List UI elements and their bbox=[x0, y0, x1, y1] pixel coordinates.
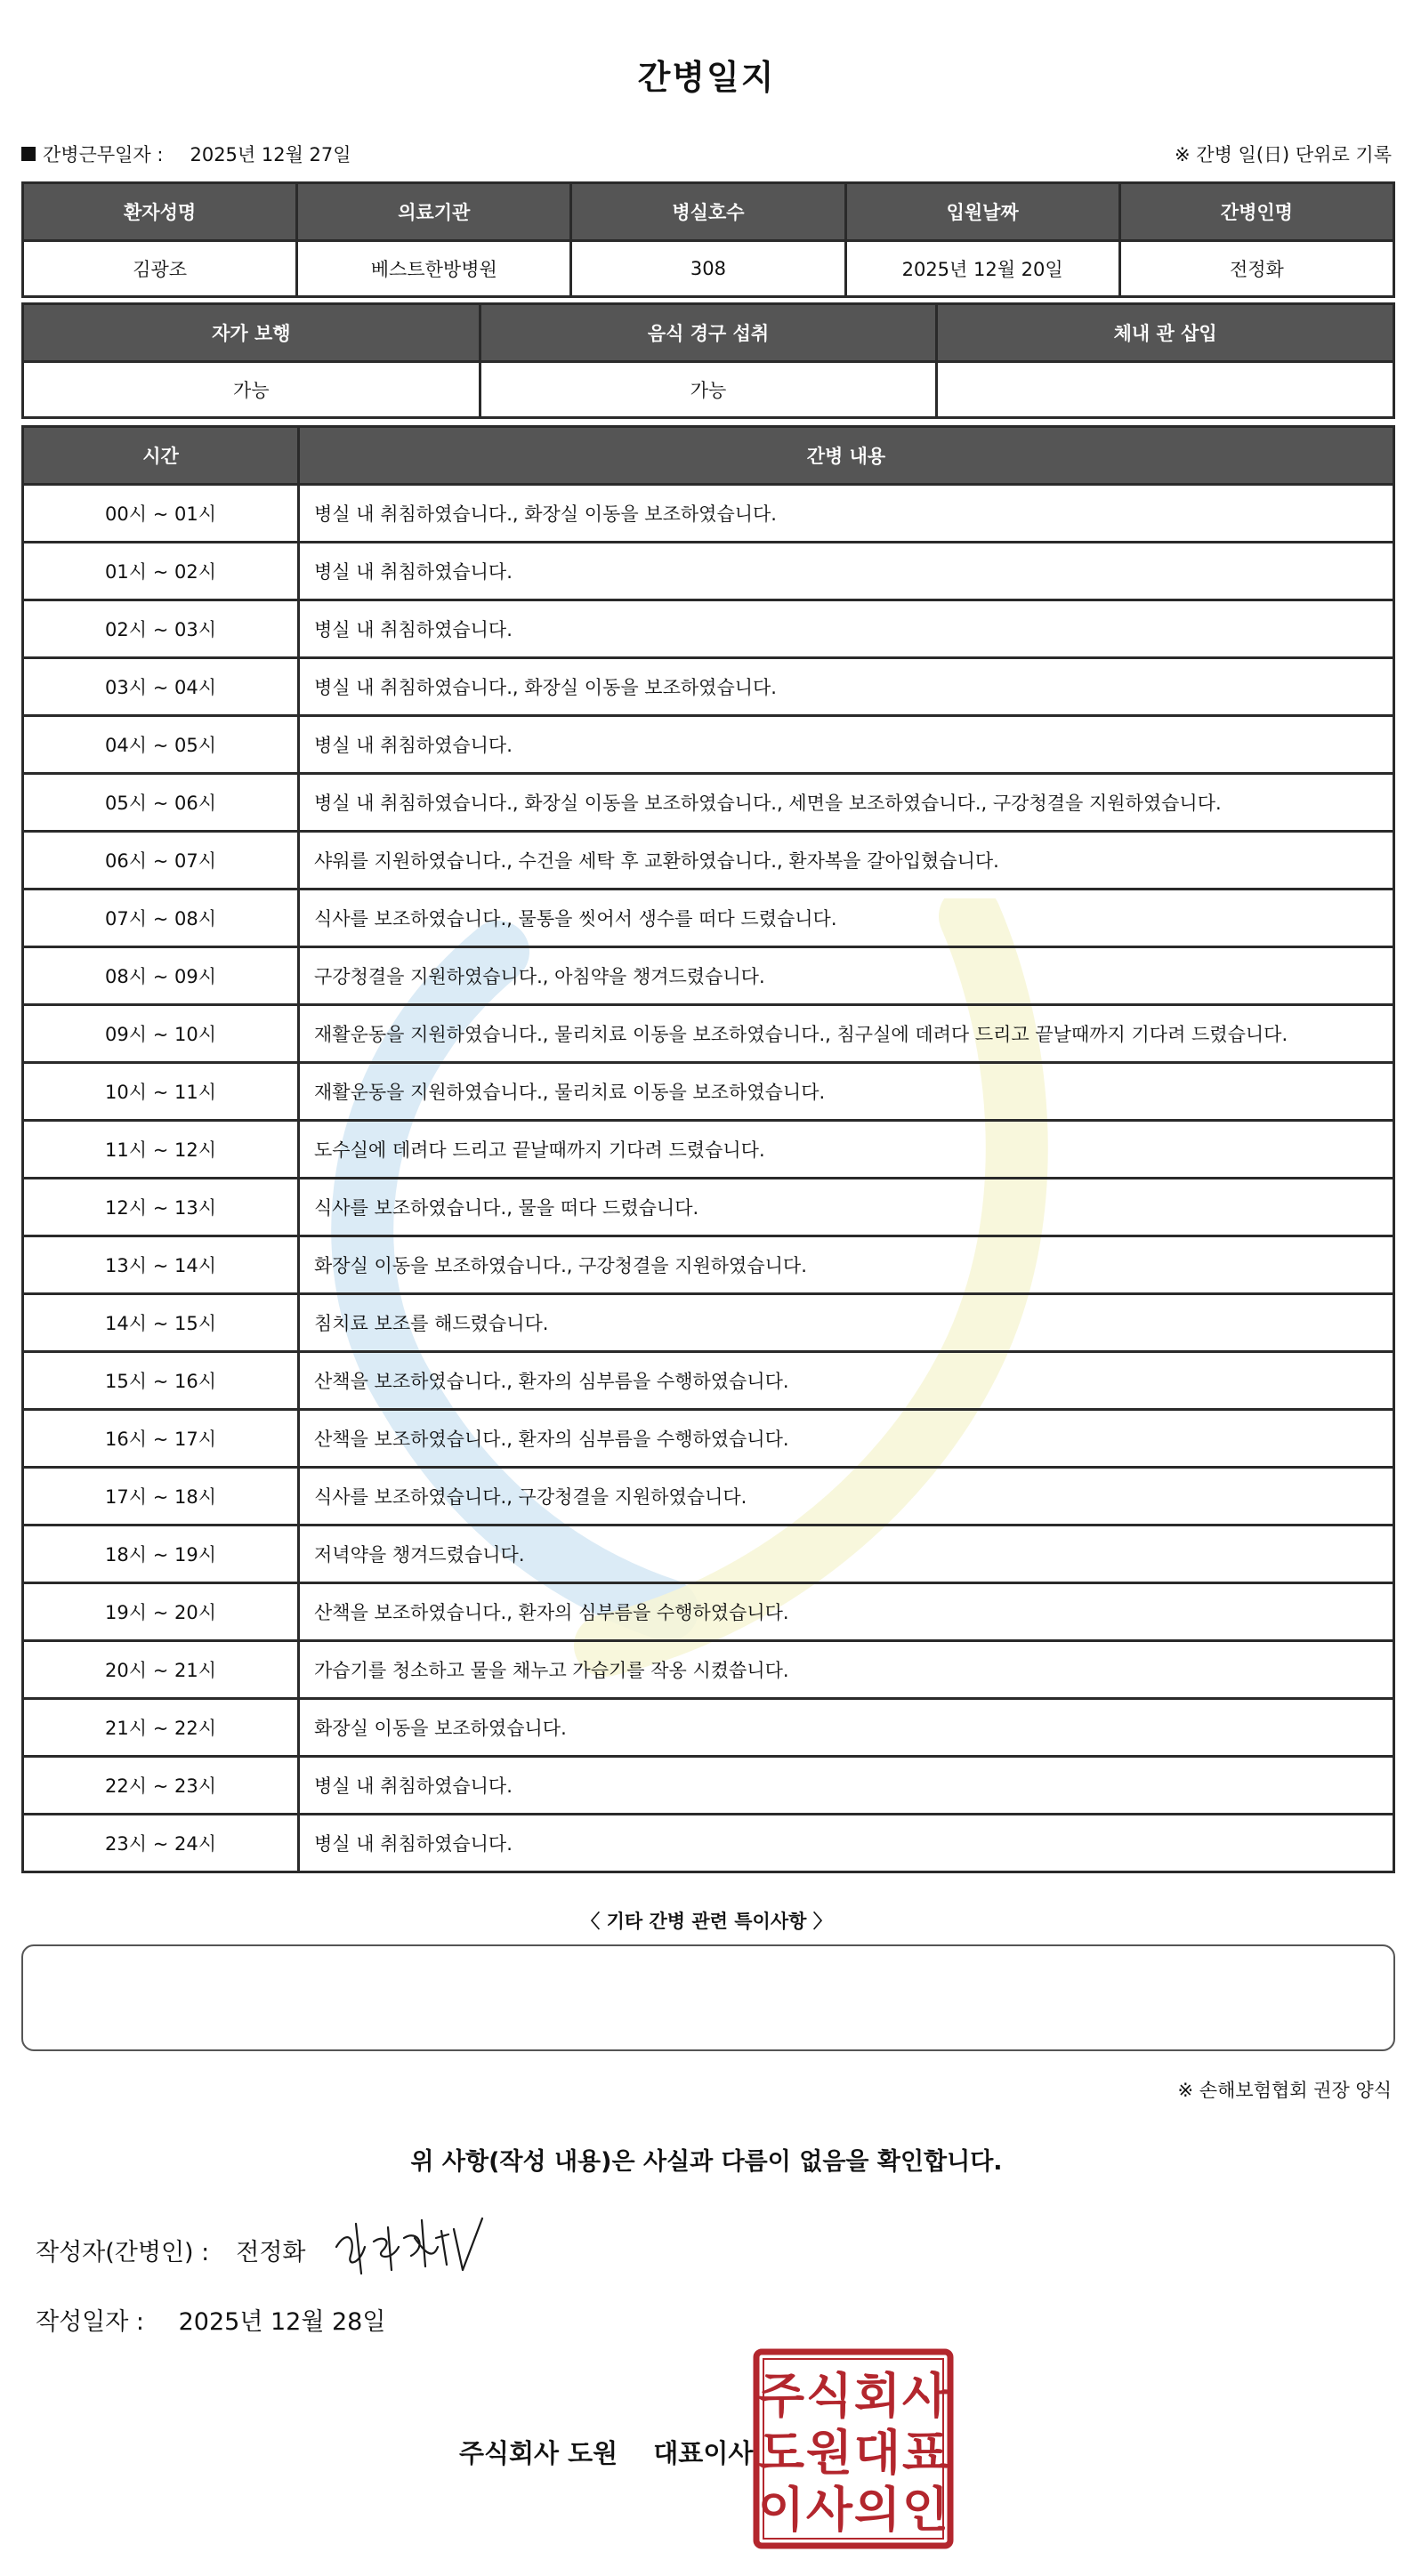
log-note: 산책을 보조하였습니다., 환자의 심부름을 수행하였습니다. bbox=[299, 1410, 1394, 1468]
header-time: 시간 bbox=[23, 427, 299, 485]
log-time: 23시 ~ 24시 bbox=[23, 1815, 299, 1872]
log-note: 병실 내 취침하였습니다. bbox=[299, 543, 1394, 600]
care-log-rows bbox=[23, 485, 1394, 1872]
caregiver-name: 전정화 bbox=[1119, 241, 1393, 297]
author-name: 전정화 bbox=[236, 2239, 306, 2266]
oral-intake-value: 가능 bbox=[480, 362, 937, 418]
log-row bbox=[23, 1815, 1394, 1872]
self-walking-value: 가능 bbox=[23, 362, 480, 418]
log-note: 저녁약을 챙겨드렸습니다. bbox=[299, 1525, 1394, 1583]
log-note: 침치료 보조를 해드렸습니다. bbox=[299, 1294, 1394, 1352]
written-date-value: 2025년 12월 28일 bbox=[178, 2308, 386, 2336]
header-hospital: 의료기관 bbox=[297, 183, 571, 241]
log-time: 20시 ~ 21시 bbox=[23, 1641, 299, 1699]
seal-glyph: 식 bbox=[805, 2368, 853, 2424]
handwritten-signature bbox=[329, 2211, 489, 2282]
seal-glyph: 주 bbox=[757, 2368, 805, 2424]
log-row bbox=[23, 543, 1394, 600]
company-title: 대표이사 bbox=[653, 2438, 754, 2468]
log-note: 병실 내 취침하였습니다. bbox=[299, 716, 1394, 774]
log-note: 식사를 보조하였습니다., 물통을 씻어서 생수를 떠다 드렸습니다. bbox=[299, 890, 1394, 947]
header-tube-insertion: 체내 관 삽입 bbox=[937, 304, 1394, 362]
header-oral-intake: 음식 경구 섭취 bbox=[480, 304, 937, 362]
seal-glyph: 이 bbox=[757, 2482, 805, 2538]
author-line bbox=[36, 2233, 306, 2267]
log-time: 19시 ~ 20시 bbox=[23, 1583, 299, 1641]
log-row bbox=[23, 1525, 1394, 1583]
log-time: 08시 ~ 09시 bbox=[23, 947, 299, 1005]
log-time: 06시 ~ 07시 bbox=[23, 832, 299, 890]
room-number: 308 bbox=[571, 241, 845, 297]
log-note: 산책을 보조하였습니다., 환자의 심부름을 수행하였습니다. bbox=[299, 1583, 1394, 1641]
written-date-line bbox=[36, 2302, 385, 2337]
log-note: 병실 내 취침하였습니다. bbox=[299, 1815, 1394, 1872]
company-name: 주식회사 도원 bbox=[459, 2438, 618, 2468]
record-unit-note: ※ 간병 일(日) 단위로 기록 bbox=[1175, 144, 1392, 165]
log-time: 01시 ~ 02시 bbox=[23, 543, 299, 600]
seal-glyph: 사 bbox=[805, 2482, 853, 2538]
company-seal-stamp bbox=[753, 2348, 954, 2549]
work-date-value: 2025년 12월 27일 bbox=[190, 144, 351, 165]
log-time: 16시 ~ 17시 bbox=[23, 1410, 299, 1468]
seal-glyph: 회 bbox=[853, 2368, 901, 2424]
log-row bbox=[23, 1468, 1394, 1525]
page-title: 간병일지 bbox=[637, 58, 776, 97]
log-time: 10시 ~ 11시 bbox=[23, 1063, 299, 1121]
log-row bbox=[23, 1063, 1394, 1121]
header-admission-date: 입원날짜 bbox=[845, 183, 1119, 241]
log-note: 도수실에 데려다 드리고 끝날때까지 기다려 드렸습니다. bbox=[299, 1121, 1394, 1179]
seal-glyph: 표 bbox=[901, 2425, 949, 2481]
header-care-content: 간병 내용 bbox=[299, 427, 1394, 485]
log-row bbox=[23, 1641, 1394, 1699]
log-time: 03시 ~ 04시 bbox=[23, 658, 299, 716]
log-note: 가습기를 청소하고 물을 채누고 가습기를 작옹 시켰씁니다. bbox=[299, 1641, 1394, 1699]
log-row bbox=[23, 1294, 1394, 1352]
header-room-number: 병실호수 bbox=[571, 183, 845, 241]
log-row bbox=[23, 1005, 1394, 1063]
log-row bbox=[23, 1699, 1394, 1757]
log-row bbox=[23, 774, 1394, 832]
log-note: 화장실 이동을 보조하였습니다. bbox=[299, 1699, 1394, 1757]
notes-section-label: 〈 기타 간병 관련 특이사항 〉 bbox=[581, 1911, 832, 1932]
log-note: 재활운동을 지원하였습니다., 물리치료 이동을 보조하였습니다. bbox=[299, 1063, 1394, 1121]
work-date-line bbox=[21, 141, 351, 167]
log-time: 04시 ~ 05시 bbox=[23, 716, 299, 774]
patient-name: 김광조 bbox=[23, 241, 297, 297]
written-date-label: 작성일자 : bbox=[36, 2308, 145, 2336]
form-source-note: ※ 손해보험협회 권장 양식 bbox=[1177, 2080, 1392, 2101]
square-bullet-icon bbox=[21, 147, 36, 161]
log-time: 11시 ~ 12시 bbox=[23, 1121, 299, 1179]
log-row bbox=[23, 716, 1394, 774]
log-note: 병실 내 취침하였습니다., 화장실 이동을 보조하였습니다. bbox=[299, 658, 1394, 716]
log-row bbox=[23, 658, 1394, 716]
hospital-name: 베스트한방병원 bbox=[297, 241, 571, 297]
log-note: 샤워를 지원하였습니다., 수건을 세탁 후 교환하였습니다., 환자복을 갈아입혔습니다. bbox=[299, 832, 1394, 890]
log-row bbox=[23, 1757, 1394, 1815]
log-row bbox=[23, 1236, 1394, 1294]
seal-glyph: 인 bbox=[901, 2482, 949, 2538]
admission-date: 2025년 12월 20일 bbox=[845, 241, 1119, 297]
header-self-walking: 자가 보행 bbox=[23, 304, 480, 362]
log-time: 12시 ~ 13시 bbox=[23, 1179, 299, 1236]
log-note: 구강청결을 지원하였습니다., 아침약을 챙겨드렸습니다. bbox=[299, 947, 1394, 1005]
log-note: 화장실 이동을 보조하였습니다., 구강청결을 지원하였습니다. bbox=[299, 1236, 1394, 1294]
log-time: 05시 ~ 06시 bbox=[23, 774, 299, 832]
tube-insertion-value bbox=[937, 362, 1394, 418]
log-row bbox=[23, 485, 1394, 543]
log-row bbox=[23, 832, 1394, 890]
seal-glyph: 도 bbox=[757, 2425, 805, 2481]
work-date-label: 간병근무일자 : bbox=[43, 144, 164, 165]
seal-glyph: 원 bbox=[805, 2425, 853, 2481]
log-note: 산책을 보조하였습니다., 환자의 심부름을 수행하였습니다. bbox=[299, 1352, 1394, 1410]
patient-info-table bbox=[21, 181, 1395, 298]
log-note: 재활운동을 지원하였습니다., 물리치료 이동을 보조하였습니다., 침구실에 데려다 드리고 끝날때까지 기다려 드렸습니다. bbox=[299, 1005, 1394, 1063]
log-note: 병실 내 취침하였습니다. bbox=[299, 600, 1394, 658]
log-note: 병실 내 취침하였습니다., 화장실 이동을 보조하였습니다. bbox=[299, 485, 1394, 543]
log-time: 09시 ~ 10시 bbox=[23, 1005, 299, 1063]
log-note: 병실 내 취침하였습니다., 화장실 이동을 보조하였습니다., 세면을 보조하였습니다., 구강청결을 지원하였습니다. bbox=[299, 774, 1394, 832]
log-note: 병실 내 취침하였습니다. bbox=[299, 1757, 1394, 1815]
header-caregiver-name: 간병인명 bbox=[1119, 183, 1393, 241]
log-row bbox=[23, 947, 1394, 1005]
company-line bbox=[459, 2434, 753, 2470]
log-row bbox=[23, 1121, 1394, 1179]
log-row bbox=[23, 890, 1394, 947]
log-time: 13시 ~ 14시 bbox=[23, 1236, 299, 1294]
hourly-care-log-table bbox=[21, 425, 1395, 1873]
log-time: 14시 ~ 15시 bbox=[23, 1294, 299, 1352]
log-time: 15시 ~ 16시 bbox=[23, 1352, 299, 1410]
seal-glyph: 대 bbox=[853, 2425, 901, 2481]
log-row bbox=[23, 600, 1394, 658]
seal-glyph: 사 bbox=[901, 2368, 949, 2424]
log-note: 식사를 보조하였습니다., 물을 떠다 드렸습니다. bbox=[299, 1179, 1394, 1236]
log-time: 02시 ~ 03시 bbox=[23, 600, 299, 658]
log-row bbox=[23, 1410, 1394, 1468]
patient-status-table bbox=[21, 302, 1395, 419]
log-time: 07시 ~ 08시 bbox=[23, 890, 299, 947]
log-time: 00시 ~ 01시 bbox=[23, 485, 299, 543]
log-row bbox=[23, 1583, 1394, 1641]
log-time: 17시 ~ 18시 bbox=[23, 1468, 299, 1525]
log-time: 22시 ~ 23시 bbox=[23, 1757, 299, 1815]
log-row bbox=[23, 1352, 1394, 1410]
seal-glyph: 의 bbox=[853, 2482, 901, 2538]
header-patient-name: 환자성명 bbox=[23, 183, 297, 241]
special-notes-box bbox=[21, 1944, 1395, 2051]
author-label: 작성자(간병인) : bbox=[36, 2239, 210, 2266]
confirmation-statement: 위 사항(작성 내용)은 사실과 다름이 없음을 확인합니다. bbox=[410, 2148, 1003, 2176]
log-row bbox=[23, 1179, 1394, 1236]
log-note: 식사를 보조하였습니다., 구강청결을 지원하였습니다. bbox=[299, 1468, 1394, 1525]
log-time: 18시 ~ 19시 bbox=[23, 1525, 299, 1583]
log-time: 21시 ~ 22시 bbox=[23, 1699, 299, 1757]
